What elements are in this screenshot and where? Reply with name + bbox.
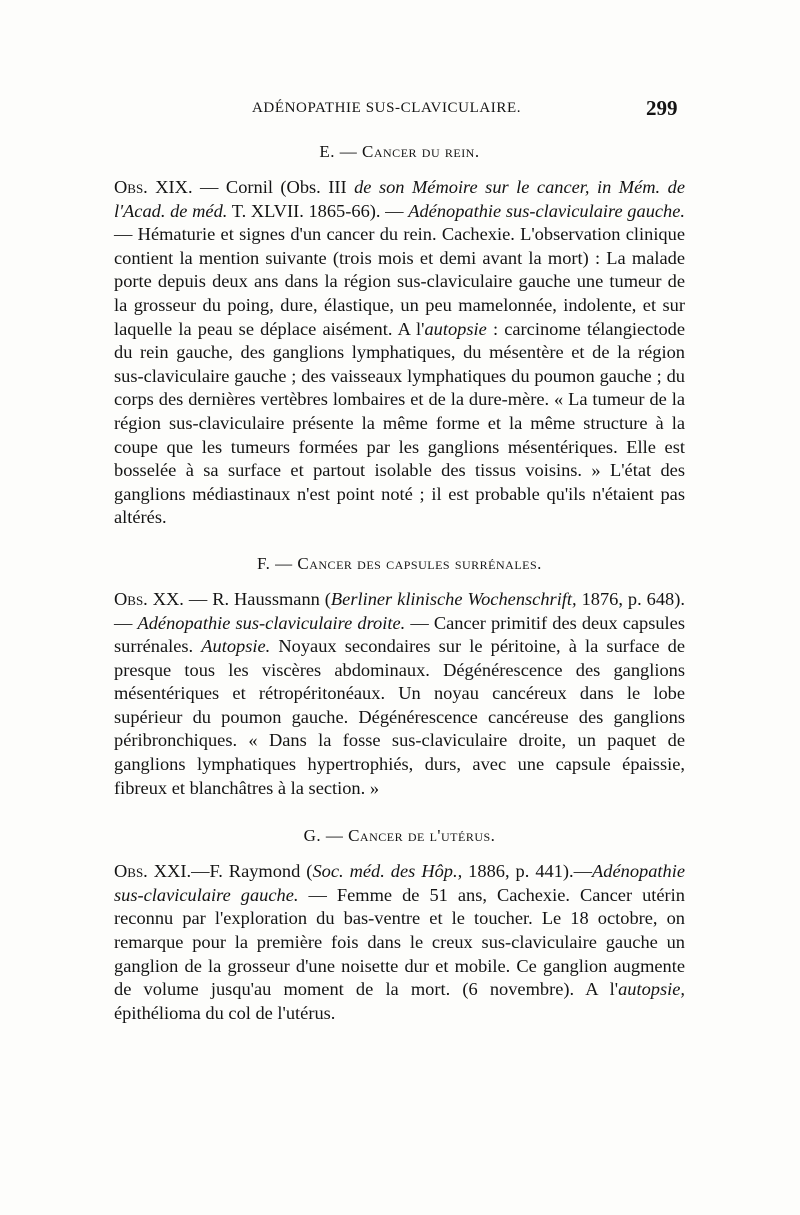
observation-text: T. XLVII. 1865-66). —: [227, 200, 409, 221]
observation-text: — Hématurie et signes d'un cancer du rein. Cachexie. L'observation clinique contient la mention suivante (trois mois et demi avant la mort) : La malade porte depuis deux ans dans la région sus-claviculaire gauche une tumeur de la grosseur du poing, dure, élastique, un peu mamelonnée, indolente, et sur laquelle la peau se déplace aisément. A l': [114, 224, 685, 339]
observation-text: — R. Haussmann (: [183, 588, 331, 609]
observation-label: Obs. XXI.: [114, 861, 192, 882]
section-heading-prefix: E. —: [319, 142, 363, 161]
section-heading-prefix: G. —: [303, 826, 349, 846]
section-heading-g: [114, 824, 685, 848]
section-heading-f: [114, 552, 685, 576]
observation-italic: Adénopathie sus-claviculaire gauche.: [408, 200, 686, 221]
section-heading-e: [114, 140, 685, 164]
observation-text: — Femme de 51 ans, Cachexie. Cancer utérin reconnu par l'exploration du bas-ventre et le toucher. Le 18 octobre, on remarque pour la première fois dans le creux sus-claviculaire gauche un ganglion de la grosseur d'une noisette dur et mobile. Ce ganglion augmente de volume jusqu'au moment de la mort. (6 novembre). A l': [114, 884, 685, 1000]
observation-text: : carcinome télangiectode du rein gauche, des ganglions lymphatiques, du mésentère et de la région sus-claviculaire gauche ; des vaisseaux lymphatiques du poumon gauche ; du corps des dernières vertèbres lombaires et de la dure-mère. « La tumeur de la région sus-claviculaire présente la même forme et la même structure à la coupe que les tumeurs formées par les ganglions mésentériques. Elle est bosselée à sa surface et partout isolable des tissus voisins. » L'état des ganglions médiastinaux n'est point noté ; il est probable qu'ils n'étaient pas altérés.: [114, 318, 685, 528]
observation-italic: Adénopathie sus-claviculaire droite.: [137, 612, 406, 633]
observation-italic: Berliner klinische Wochenschrift,: [330, 588, 577, 609]
running-head: [0, 96, 800, 126]
running-title: ADÉNOPATHIE SUS-CLAVICULAIRE.: [252, 100, 522, 116]
observation-paragraph-xxi: [114, 860, 685, 1025]
observation-text: épithélioma du col de l'utérus.: [114, 1002, 336, 1023]
observation-text: Noyaux secondaires sur le péritoine, à la surface de presque tous les viscères abdominaux. Dégénérescence des ganglions mésentériques et rétropéritonéaux. Un noyau cancéreux dans le lobe supérieur du poumon gauche. Dégénérescence cancéreuse des ganglions péribronchiques. « Dans la fosse sus-claviculaire droite, un paquet de ganglions lymphatiques hypertrophiés, durs, avec une capsule épaissie, fibreux et blanchâtres à la section. »: [114, 636, 685, 798]
observation-italic: autopsie,: [618, 979, 685, 1000]
observation-text: 1886, p. 441).—: [462, 861, 593, 882]
observation-text: —F. Raymond (: [191, 861, 313, 882]
observation-text: — Cancer primitif des deux capsules surrénales.: [114, 612, 685, 657]
observation-italic: de son Mémoire sur le cancer, in Mém. de l'Acad. de méd.: [114, 177, 685, 221]
observation-text: — Cornil (Obs. III: [192, 177, 355, 197]
observation-italic: Autopsie.: [201, 636, 271, 657]
section-heading-title: Cancer des capsules surrénales.: [297, 553, 542, 573]
section-heading-prefix: F. —: [257, 553, 298, 573]
observation-italic: Soc. méd. des Hôp.,: [312, 861, 463, 882]
section-heading-title: Cancer du rein.: [362, 142, 480, 161]
observation-paragraph-xx: [114, 588, 685, 800]
section-heading-title: Cancer de l'utérus.: [348, 826, 496, 846]
observation-italic: autopsie: [424, 318, 487, 339]
observation-italic: Adénopathie sus-claviculaire gauche.: [114, 861, 685, 905]
text-column: [114, 140, 685, 1025]
observation-text: 1876, p. 648). —: [114, 588, 685, 633]
observation-paragraph-xix: [114, 176, 685, 530]
observation-label: Obs. XIX.: [114, 177, 193, 197]
observation-label: Obs. XX.: [114, 588, 184, 609]
page-number: 299: [646, 96, 678, 120]
